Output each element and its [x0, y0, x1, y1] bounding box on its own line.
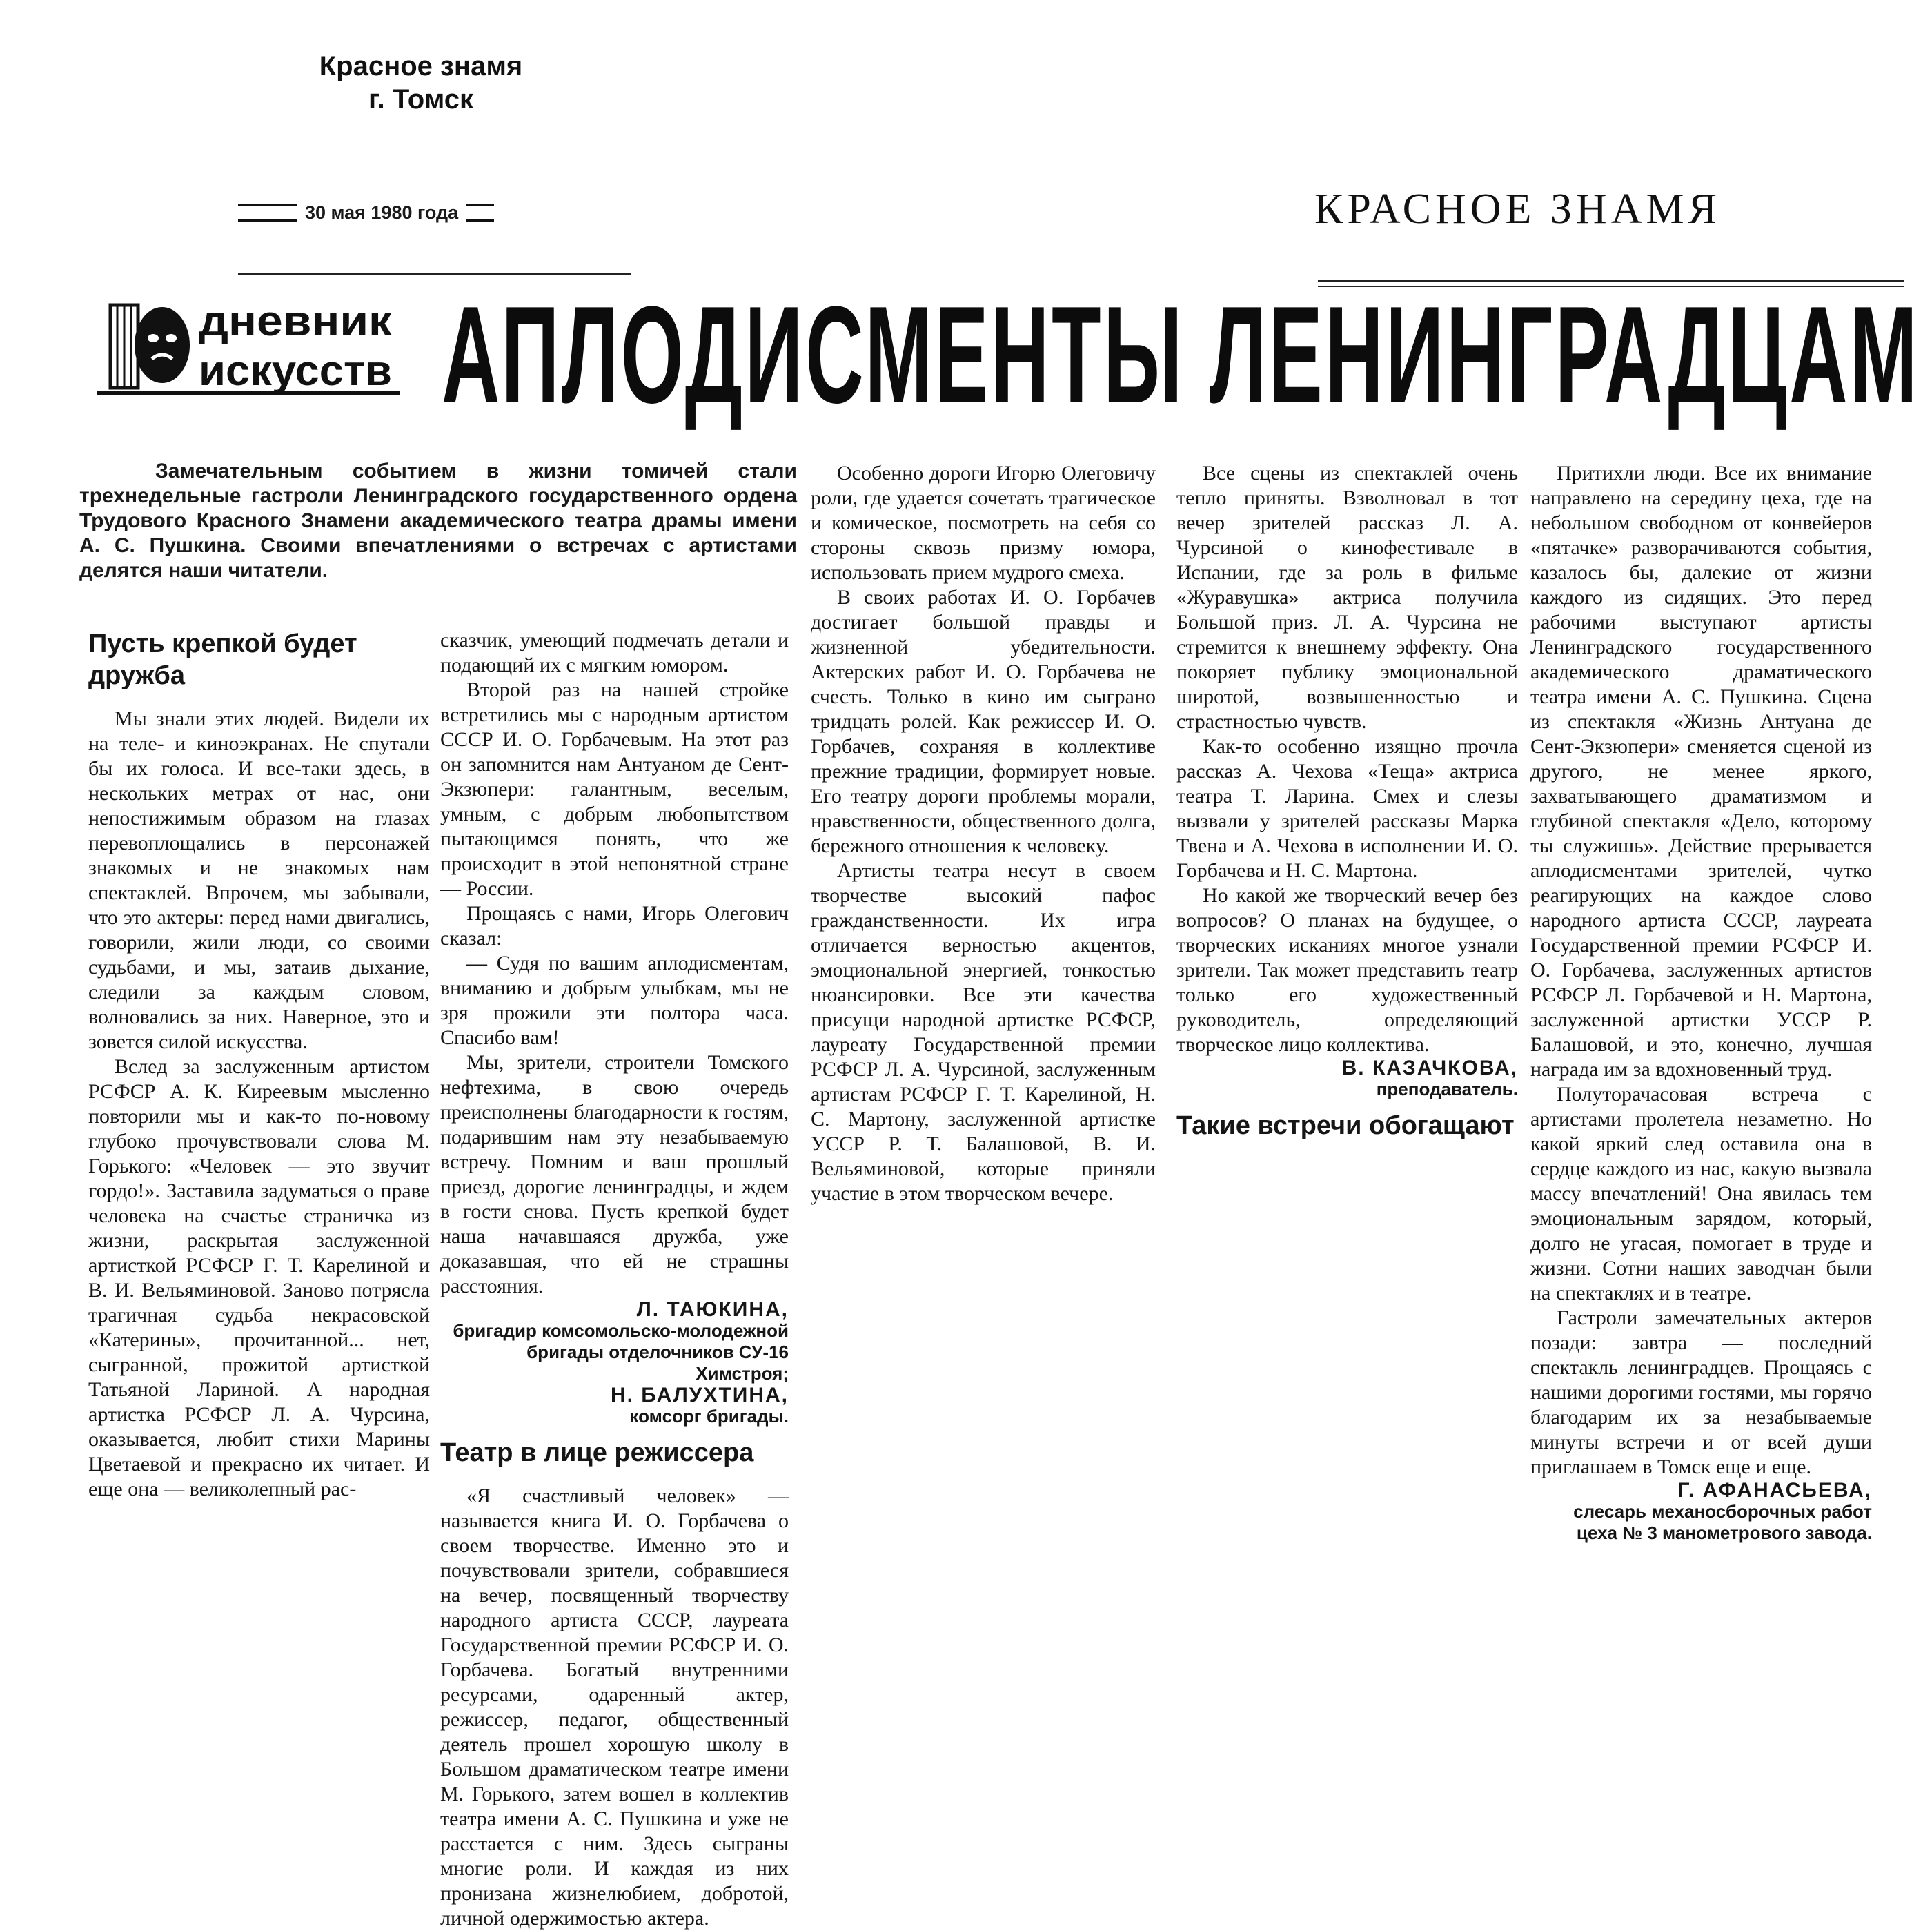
- signature-role: слесарь механосборочных работ цеха № 3 манометрового завода.: [1573, 1501, 1872, 1543]
- article3-title: Такие встречи обогащают: [1176, 1111, 1515, 1140]
- article1-paragraph: — Судя по вашим аплодисментам, вниманию и добрым улыбкам, мы не зря прожили эти полтора часа. Спасибо вам!: [440, 952, 789, 1049]
- rule-left: [238, 273, 631, 275]
- article1-paragraph: Вслед за заслуженным артистом РСФСР А. К. Киреевым мысленно повторили мы и как-то по-новому глубоко прочувствовали слова М. Горького: «Человек — это звучит гордо!». Заставила задуматься о праве человека на счастье страничка из жизни, раскрытая заслуженной артисткой РСФСР Г. Т. Карелиной и В. И. Вельяминовой. Заново потрясла трагичная судьба некрасовской «Катерины», прочитанной... нет, сыгранной, прожитой артисткой Татьяной Лариной. А народная артистка РСФСР Л. А. Чурсина, оказывается, любит стихи Марины Цветаевой и прекрасно их читает. И еще она — великолепный рас-: [88, 1055, 430, 1500]
- article1-paragraph: сказчик, умеющий подмечать детали и подающий их с мягким юмором.: [440, 629, 789, 676]
- article2-paragraph: Артисты театра несут в своем творчестве высокий пафос гражданственности. Их игра отличается верностью акцентов, эмоциональной энергией, тонкостью нюансировки. Все эти качества присущи народной артистке РСФСР, лауреату Государственной премии РСФСР Л. А. Чурсиной, заслуженным артистам РСФСР Г. Т. Карелиной, Н. С. Мартону, заслуженной артистке УССР Р. Т. Балашовой, В. И. Вельяминовой, которые приняли участие в этом творческом вечере.: [811, 859, 1156, 1205]
- article1-paragraph: Второй раз на нашей стройке встретились мы с народным артистом СССР И. О. Горбачевым. На этот раз он запомнится нам Антуаном де Сент-Экзюпери: галантным, веселым, умным, с добрым любопытством пытающимся понять, что же происходит в этой непонятной стране — России.: [440, 678, 789, 900]
- date-rule-right: [466, 204, 494, 222]
- signature-role: преподаватель.: [1376, 1079, 1518, 1099]
- rubric-line2: искусств: [199, 347, 392, 395]
- article1-paragraph: Мы, зрители, строители Томского нефтехима, в свою очередь преисполнены благодарности к гостям, подарившим нам эту незабываемую встречу. Помним и ваш прошлый приезд, дорогие ленинградцы, и ждем в гости снова. Пусть крепкой будет наша начавшаяся дружба, уже доказавшая, что ей не страшны расстояния.: [440, 1051, 789, 1297]
- rubric-logo: [97, 290, 400, 407]
- article2-paragraph: Но какой же творческий вечер без вопросов? О планах на будущее, о творческих исканиях многое узнали зрители. Так может представить театр только его художественный руководитель, определяющий творческое лицо коллектива.: [1176, 884, 1518, 1056]
- column-4: [1176, 461, 1518, 1157]
- signature-name: Г. АФАНАСЬЕВА,: [1677, 1479, 1872, 1502]
- article2-title: Театр в лице режиссера: [440, 1438, 754, 1467]
- source-city: г. Томск: [368, 84, 474, 115]
- article1-paragraph: Мы знали этих людей. Видели их на теле- и киноэкранах. Не спутали бы их голоса. И все-таки здесь, в нескольких метрах от нас, они непостижимым образом на глазах перевоплощались в персонажей знакомых и не знакомых нам спектаклей. Впрочем, мы забывали, что это актеры: перед нами двигались, говорили, жили люди, со своими судьбами, и мы, затаив дыхание, следили за каждым словом, волновались за них. Наверное, это и зовется силой искусства.: [88, 707, 430, 1053]
- column-2: [440, 628, 789, 1931]
- lead-paragraph: Замечательным событием в жизни томичей стали трехнедельные гастроли Ленинградского государственного ордена Трудового Красного Знамени академического театра драмы имени А. С. Пушкина. Своими впечатлениями о встречах с артистами делятся наши читатели.: [79, 460, 797, 582]
- masthead: КРАСНОЕ ЗНАМЯ: [1314, 186, 1721, 233]
- column-3: [811, 461, 1156, 1206]
- signature-role: бригадир комсомольско-молодежной бригады отделочников СУ-16 Химстроя;: [453, 1320, 789, 1384]
- source-paper: Красное знамя: [319, 51, 523, 81]
- article3-signature: [1530, 1480, 1872, 1544]
- article3-paragraph: Полуторачасовая встреча с артистами пролетела незаметно. Но какой яркий след оставила она в сердце каждого из нас, какую вызвала массу впечатлений! Она явилась тем эмоциональным зарядом, который, долго не угасая, помогает в труде и жизни. Сотни наших заводчан были на спектаклях и в театре.: [1530, 1083, 1872, 1304]
- article1-paragraph: Прощаясь с нами, Игорь Олегович сказал:: [440, 902, 789, 950]
- article2-signature: [1176, 1057, 1518, 1100]
- theatre-masks-icon: [97, 290, 400, 407]
- article1-title: Пусть крепкой будет дружба: [88, 629, 357, 690]
- article3-paragraph: Гастроли замечательных актеров позади: завтра — последний спектакль ленинградцев. Прощаясь с нашими дорогими гостями, мы горячо благодарим их за незабываемые минуты встречи и от всей души приглашаем в Томск еще и еще.: [1530, 1306, 1872, 1478]
- headline: АПЛОДИСМЕНТЫ ЛЕНИНГРАДЦАМ: [442, 278, 1920, 432]
- article2-paragraph: Как-то особенно изящно прочла рассказ А. Чехова «Теща» актриса театра Т. Ларина. Смех и слезы вызвали у зрителей рассказы Марка Твена и А. Чехова в исполнении И. О. Горбачева и Н. С. Мартона.: [1176, 735, 1518, 882]
- rubric-line1: дневник: [199, 297, 393, 345]
- signature-role: комсорг бригады.: [629, 1406, 789, 1427]
- signature-name: Л. ТАЮКИНА,: [636, 1298, 789, 1321]
- date-rule-left: [238, 204, 297, 222]
- signature-name: В. КАЗАЧКОВА,: [1341, 1057, 1518, 1079]
- article2-paragraph: Все сцены из спектаклей очень тепло приняты. Взволновал в тот вечер зрителей рассказ Л. А. Чурсиной о кинофестивале в Испании, где за роль в фильме «Журавушка» актриса получила Большой приз. Л. А. Чурсина не стремится к внешнему эффекту. Она покоряет публику эмоциональной широтой, возвышенностью и страстностью чувств.: [1176, 462, 1518, 733]
- date-row: [238, 199, 562, 226]
- article1-signature: [440, 1299, 789, 1427]
- article2-paragraph: Особенно дороги Игорю Олеговичу роли, где удается сочетать трагическое и комическое, посмотреть на себя со стороны сквозь призму юмора, использовать прием мудрого смеха.: [811, 462, 1156, 584]
- article2-paragraph: «Я счастливый человек» — называется книга И. О. Горбачева о своем творчестве. Именно это и почувствовали зрители, собравшиеся на вечер, посвященный творчеству народного артиста СССР, лауреата Государственной премии РСФСР И. О. Горбачева. Богатый внутренними ресурсами, одаренный актер, режиссер, педагог, общественный деятель прошел хорошую школу в Большом драматическом театре имени М. Горького, затем вошел в коллектив театра имени А. С. Пушкина и уже не расстается с ним. Здесь сыграны многие роли. И каждая из них пронизана жизнелюбием, добротой, личной одержимостью актера.: [440, 1484, 789, 1930]
- article3-paragraph: Притихли люди. Все их внимание направлено на середину цеха, где на небольшом свободном от конвейеров «пятачке» разворачиваются события, казалось бы, далекие от жизни каждого из сидящих. Это перед рабочими выступают артисты Ленинградского государственного академического драматического театра имени А. С. Пушкина. Сцена из спектакля «Жизнь Антуана де Сент-Экзюпери» сменяется сценой из другого, не менее яркого, захватывающего драматизмом и глубиной спектакля «Дело, которому ты служишь». Действие прерывается аплодисментами зрителей, чутко реагирующих на каждое слово народного артиста СССР, лауреата Государственной премии РСФСР И. О. Горбачева, заслуженных артистов РСФСР Л. Горбачевой и Н. Мартона, заслуженной артистки УССР Р. Балашовой, и это, конечно, лучшая награда им за вдохновенный труд.: [1530, 462, 1872, 1081]
- article2-paragraph: В своих работах И. О. Горбачев достигает большой правды и жизненной убедительности. Актерских работ И. О. Горбачева не счесть. Только в кино им сыграно тридцать ролей. Как режиссер И. О. Горбачев, сохраняя в коллективе прежние традиции, формирует новые. Его театру дороги проблемы морали, нравственности, общественного долга, бережного отношения к человеку.: [811, 586, 1156, 857]
- column-5: [1530, 461, 1872, 1544]
- issue-date: 30 мая 1980 года: [305, 202, 459, 223]
- clipping-stamp: [283, 50, 559, 116]
- column-1: [88, 628, 430, 1502]
- signature-name: Н. БАЛУХТИНА,: [610, 1384, 789, 1406]
